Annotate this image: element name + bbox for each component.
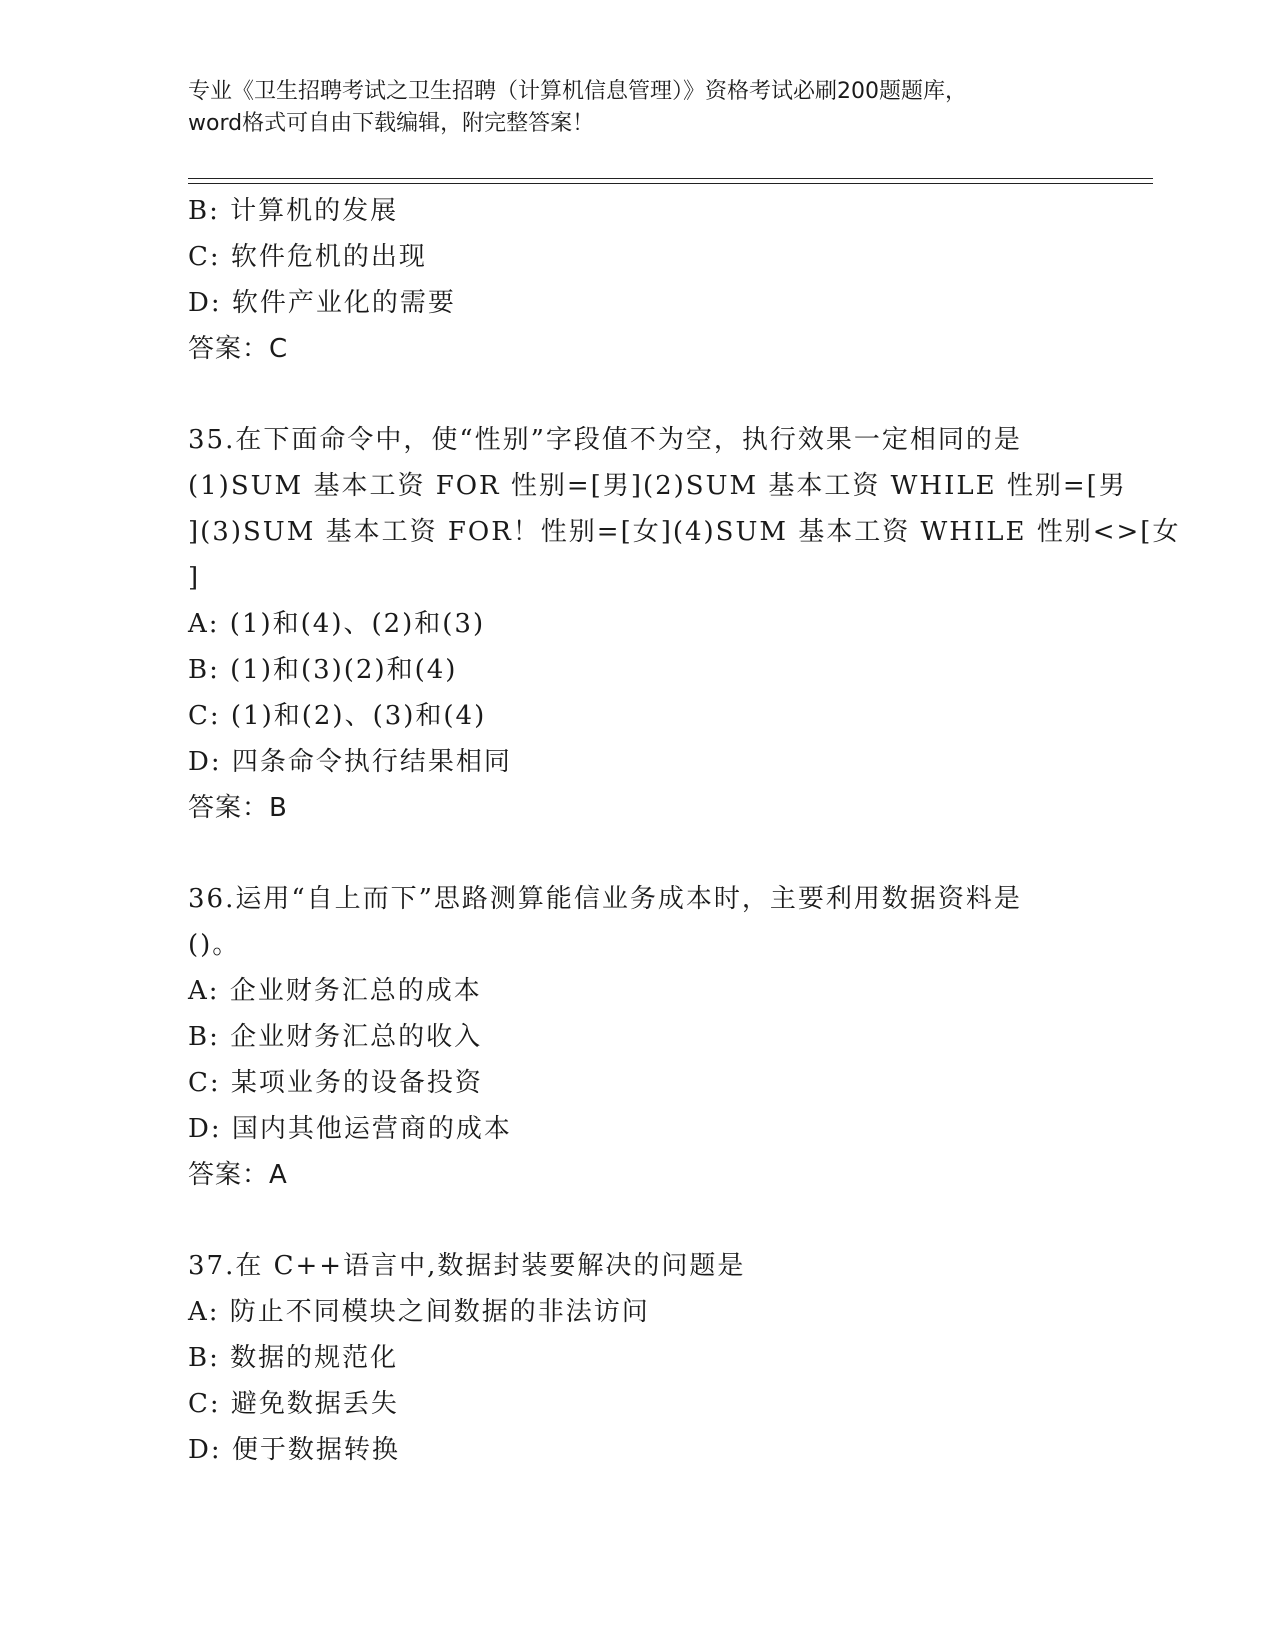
question-list — [188, 188, 1181, 1473]
option-a: A: (1)和(4)、(2)和(3) — [188, 609, 486, 639]
question-stem-line: ()。 — [188, 930, 241, 960]
question-37 — [188, 1243, 1088, 1473]
header-divider-top — [188, 178, 1153, 179]
option-c: C: 避免数据丢失 — [188, 1389, 399, 1419]
header-title-line-2: word格式可自由下载编辑，附完整答案！ — [188, 111, 595, 136]
answer-line: 答案：A — [188, 1160, 288, 1190]
question-stem-line: 36.运用“自上而下”思路测算能信业务成本时，主要利用数据资料是 — [188, 884, 1022, 914]
answer-line: 答案：B — [188, 793, 288, 823]
answer-line: 答案：C — [188, 334, 289, 364]
option-c: C: (1)和(2)、(3)和(4) — [188, 701, 487, 731]
header-divider-bottom — [188, 183, 1153, 184]
question-spacer — [188, 831, 1088, 876]
question-35 — [188, 417, 1181, 831]
option-b: B: 数据的规范化 — [188, 1343, 399, 1373]
question-stem-line: (1)SUM 基本工资 FOR 性别=[男](2)SUM 基本工资 WHILE 性别=[男 — [188, 471, 1127, 501]
option-d: D: 国内其他运营商的成本 — [188, 1114, 512, 1144]
option-d: D: 便于数据转换 — [188, 1435, 400, 1465]
question-spacer — [188, 1198, 1088, 1243]
option-a: A: 企业财务汇总的成本 — [188, 976, 482, 1006]
question-34-tail — [188, 188, 1088, 372]
option-a: A: 防止不同模块之间数据的非法访问 — [188, 1297, 650, 1327]
question-spacer — [188, 372, 1088, 417]
header-title-line-1: 专业《卫生招聘考试之卫生招聘（计算机信息管理）》资格考试必刷200题题库， — [188, 79, 967, 104]
option-d: D: 软件产业化的需要 — [188, 288, 456, 318]
option-b: B: (1)和(3)(2)和(4) — [188, 655, 458, 685]
question-stem-line: ] — [188, 563, 201, 593]
question-stem-line: ](3)SUM 基本工资 FOR！性别=[女](4)SUM 基本工资 WHILE 性别<>[女 — [188, 517, 1181, 547]
option-b: B: 企业财务汇总的收入 — [188, 1022, 483, 1052]
document-header — [188, 76, 1088, 140]
option-c: C: 软件危机的出现 — [188, 242, 427, 272]
option-b: B: 计算机的发展 — [188, 196, 399, 226]
question-36 — [188, 876, 1088, 1198]
option-d: D: 四条命令执行结果相同 — [188, 747, 512, 777]
question-stem-line: 35.在下面命令中，使“性别”字段值不为空，执行效果一定相同的是 — [188, 425, 1022, 455]
question-stem-line: 37.在 C++语言中,数据封装要解决的问题是 — [188, 1251, 746, 1281]
option-c: C: 某项业务的设备投资 — [188, 1068, 483, 1098]
